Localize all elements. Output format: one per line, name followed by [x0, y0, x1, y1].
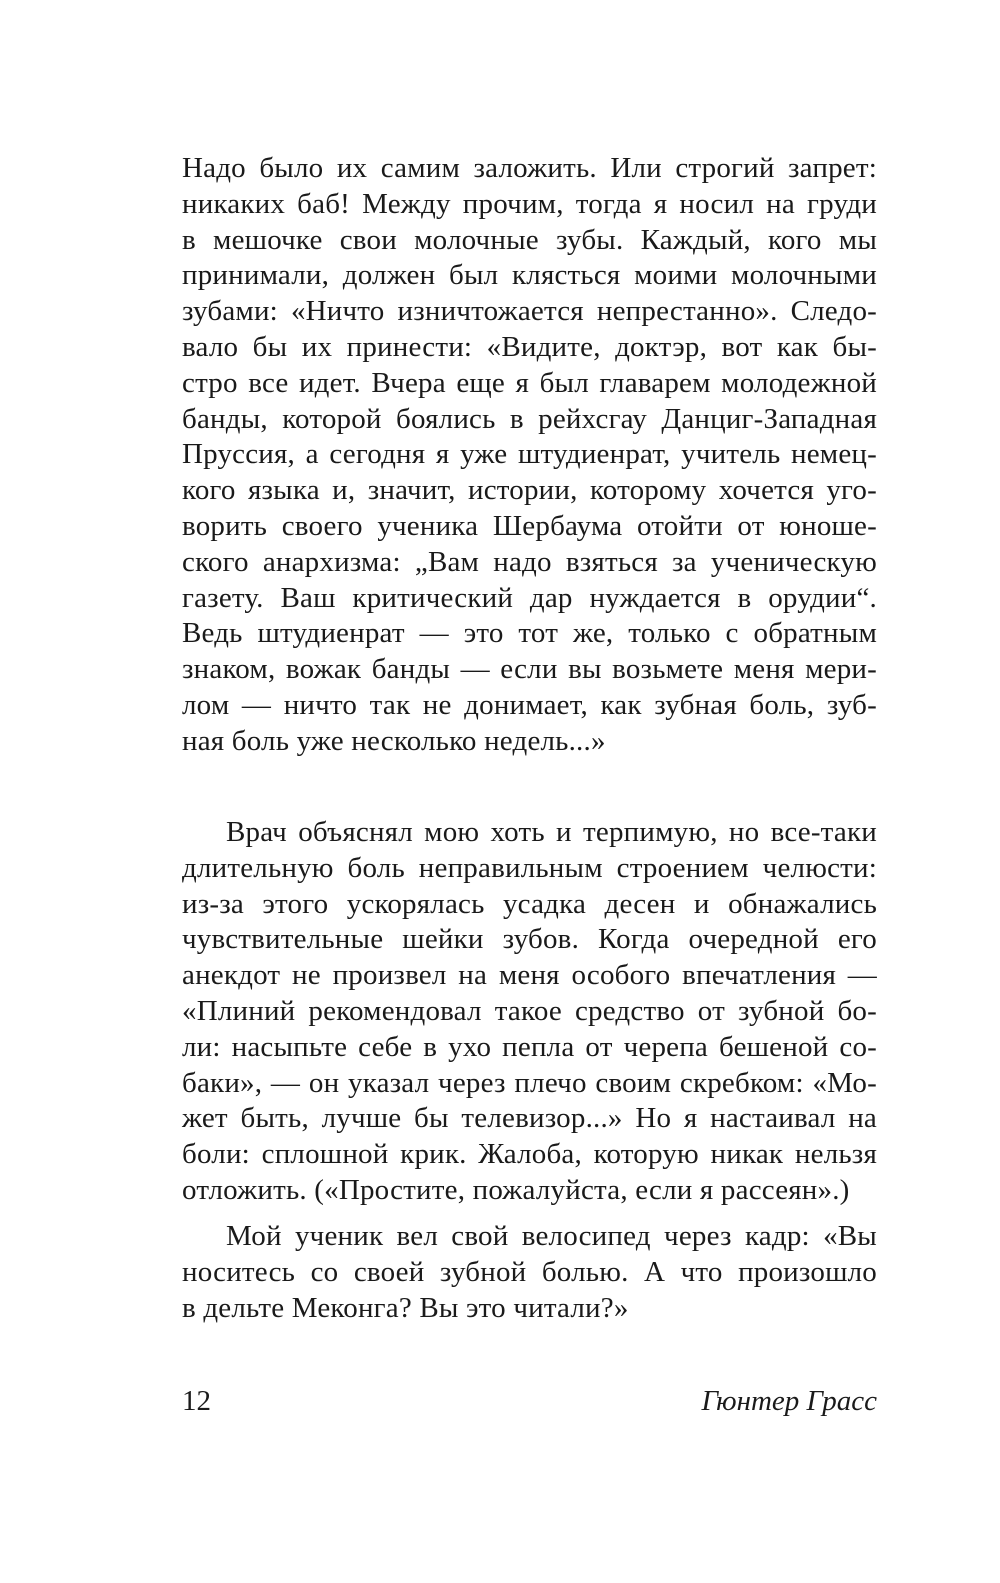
text-line: знаком, вожак банды — если вы возьмете меня мери- — [182, 653, 877, 686]
text-line: лом — ничто так не донимает, как зубная боль, зуб- — [182, 688, 877, 721]
text-line: в мешочке свои молочные зубы. Каждый, кого мы — [182, 223, 877, 256]
text-line: чувствительные шейки зубов. Когда очередной его — [182, 923, 877, 956]
text-line: газету. Ваш критический дар нуждается в орудии“. — [182, 581, 877, 614]
text-line: вало бы их принести: «Видите, доктэр, вот как бы- — [182, 330, 877, 363]
text-line: жет быть, лучше бы телевизор...» Но я настаивал на — [182, 1102, 877, 1135]
text-line: Врач объяснял мою хоть и терпимую, но все-таки — [226, 816, 877, 848]
text-line: стро все идет. Вчера еще я был главарем молодежной — [182, 366, 877, 399]
text-line: Надо было их самим заложить. Или строгий запрет: — [182, 152, 877, 184]
paragraph-doctor — [182, 815, 877, 1209]
text-line: банды, которой боялись в рейхсгау Данциг-Западная — [182, 402, 877, 435]
text-line: зубами: «Ничто изничтожается непрестанно». Следо- — [182, 295, 877, 328]
page-number: 12 — [182, 1385, 211, 1417]
text-line: Пруссия, а сегодня я уже штудиенрат, учитель немец- — [182, 438, 877, 471]
page-footer — [182, 1385, 877, 1425]
running-author: Гюнтер Грасс — [701, 1385, 877, 1417]
paragraph-continuation — [182, 151, 877, 760]
text-line: Мой ученик вел свой велосипед через кадр: «Вы — [226, 1220, 877, 1252]
text-line: ли: насыпьте себе в ухо пепла от черепа бешеной со- — [182, 1030, 877, 1063]
text-line: ная боль уже несколько недель...» — [182, 724, 606, 757]
text-line: длительную боль неправильным строением челюсти: — [182, 851, 877, 884]
text-line: ского анархизма: „Вам надо взяться за ученическую — [182, 545, 877, 578]
text-line: «Плиний рекомендовал такое средство от зубной бо- — [182, 994, 877, 1027]
text-line: Ведь штудиенрат — это тот же, только с обратным — [182, 617, 877, 650]
text-line: принимали, должен был клясться моими молочными — [182, 259, 877, 292]
text-line: баки», — он указал через плечо своим скребком: «Мо- — [182, 1066, 877, 1099]
text-line: в дельте Меконга? Вы это читали?» — [182, 1291, 629, 1324]
text-line: носитесь со своей зубной болью. А что произошло — [182, 1255, 877, 1288]
text-line: из-за этого ускорялась усадка десен и обнажались — [182, 887, 877, 920]
text-line: кого языка и, значит, истории, которому хочется уго- — [182, 474, 877, 507]
paragraph-student — [182, 1219, 877, 1326]
text-line: боли: сплошной крик. Жалоба, которую никак нельзя — [182, 1138, 877, 1171]
text-line: анекдот не произвел на меня особого впечатления — — [182, 959, 877, 992]
text-line: ворить своего ученика Шербаума отойти от юноше- — [182, 509, 877, 542]
text-line: никаких баб! Между прочим, тогда я носил на груди — [182, 187, 877, 220]
text-line: отложить. («Простите, пожалуйста, если я рассеян».) — [182, 1173, 850, 1206]
